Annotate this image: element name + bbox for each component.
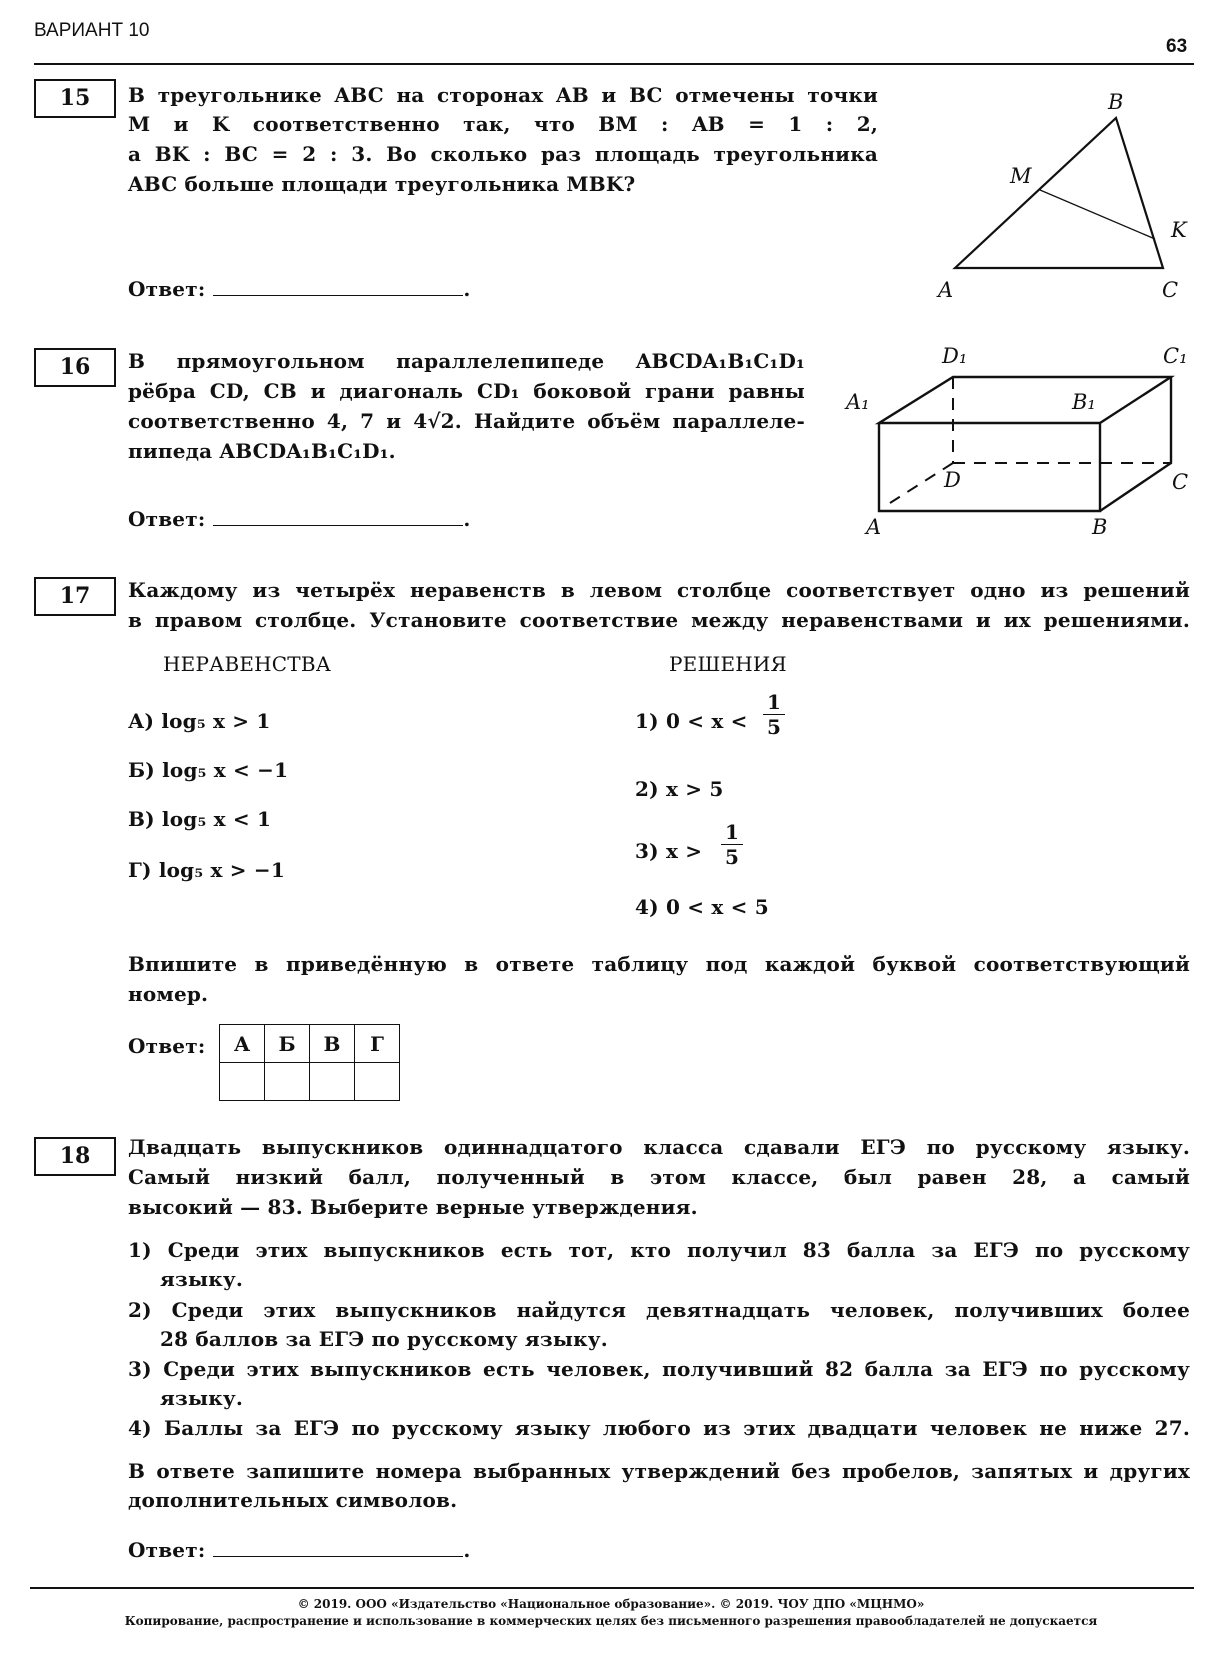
answer-cell[interactable] <box>310 1063 355 1101</box>
option-3-cont: языку. <box>160 1386 243 1410</box>
label-M: M <box>1010 164 1032 188</box>
task-number-15: 15 <box>34 79 116 118</box>
answer-label: Ответ: <box>128 1538 206 1562</box>
label-A: A <box>938 278 954 302</box>
answer-label: Ответ: <box>128 1034 206 1058</box>
q17-line: Каждому из четырёх неравенств в левом столбце соответствует одно из решений <box>128 578 1190 602</box>
label-C1: C₁ <box>1163 344 1188 368</box>
answer-cell[interactable] <box>220 1063 265 1101</box>
footer-rule <box>30 1587 1194 1589</box>
solution-3-fraction <box>721 820 743 869</box>
task-number-18: 18 <box>34 1137 116 1176</box>
q17-instruction: Впишите в приведённую в ответе таблицу под каждой буквой соответствующий <box>128 952 1190 976</box>
label-C: C <box>1172 470 1189 494</box>
q15-line: а BK : BC = 2 : 3. Во сколько раз площадь треугольника <box>128 142 878 166</box>
q18-answer: Ответ: . <box>128 1538 471 1562</box>
label-C: C <box>1162 278 1179 302</box>
q18-line: высокий — 83. Выберите верные утверждения. <box>128 1195 698 1219</box>
task-number-17: 17 <box>34 577 116 616</box>
q17-instruction: номер. <box>128 982 209 1006</box>
label-A1: A₁ <box>846 390 870 414</box>
numerator: 1 <box>721 820 743 845</box>
q16-line: В прямоугольном параллелепипеде ABCDA₁B₁C₁D₁ <box>128 349 805 373</box>
answer-label: Ответ: <box>128 507 206 531</box>
q17-line: в правом столбце. Установите соответствие между неравенствами и их решениями. <box>128 608 1190 632</box>
solutions-header: РЕШЕНИЯ <box>669 652 787 676</box>
q16-line: рёбра CD, CB и диагональ CD₁ боковой грани равны <box>128 379 805 403</box>
label-B1: B₁ <box>1072 390 1096 414</box>
solution-2: 2) x > 5 <box>635 777 724 801</box>
inequality-v: В) log₅ x < 1 <box>128 807 272 831</box>
answer-cell[interactable] <box>265 1063 310 1101</box>
answer-label: Ответ: <box>128 277 206 301</box>
q16-answer: Ответ: . <box>128 507 471 531</box>
answer-cell[interactable] <box>355 1063 400 1101</box>
solution-3: 3) x > <box>635 839 703 863</box>
answer-blank[interactable] <box>213 505 463 526</box>
inequality-a: А) log₅ x > 1 <box>128 709 271 733</box>
option-4: 4) Баллы за ЕГЭ по русскому языку любого из этих двадцати человек не ниже 27. <box>128 1416 1190 1440</box>
inequality-b: Б) log₅ x < −1 <box>128 758 289 782</box>
denominator: 5 <box>767 715 781 739</box>
page-number: 63 <box>1166 36 1188 57</box>
solution-4: 4) 0 < x < 5 <box>635 895 769 919</box>
footer-copyright: © 2019. ООО «Издательство «Национальное образование». © 2019. ЧОУ ДПО «МЦНМО» <box>297 1597 925 1611</box>
col-b: Б <box>265 1025 310 1063</box>
inequality-g: Г) log₅ x > −1 <box>128 858 285 882</box>
q18-line: Самый низкий балл, полученный в этом классе, был равен 28, а самый <box>128 1165 1190 1189</box>
q15-answer: Ответ: . <box>128 277 471 301</box>
option-3: 3) Среди этих выпускников есть человек, получивший 82 балла за ЕГЭ по русскому <box>128 1357 1190 1381</box>
col-g: Г <box>355 1025 400 1063</box>
label-A: A <box>866 515 882 539</box>
q15-line: M и K соответственно так, что BM : AB = 1 : 2, <box>128 112 878 136</box>
col-v: В <box>310 1025 355 1063</box>
q16-line: пипеда ABCDA₁B₁C₁D₁. <box>128 439 396 463</box>
answer-table <box>219 1024 400 1101</box>
q16-line: соответственно 4, 7 и 4√2. Найдите объём параллеле- <box>128 409 805 433</box>
option-1: 1) Среди этих выпускников есть тот, кто получил 83 балла за ЕГЭ по русскому <box>128 1238 1190 1262</box>
label-B: B <box>1108 90 1124 114</box>
parallelepiped-figure <box>879 377 1171 511</box>
label-B: B <box>1092 515 1108 539</box>
q15-line: ABC больше площади треугольника MBK? <box>128 172 636 196</box>
q15-line: В треугольнике ABC на сторонах AB и BC отмечены точки <box>128 83 878 107</box>
variant-header: ВАРИАНТ 10 <box>34 20 150 41</box>
q18-instruction: В ответе запишите номера выбранных утверждений без пробелов, запятых и других <box>128 1459 1190 1483</box>
label-K: K <box>1171 218 1187 242</box>
answer-blank[interactable] <box>213 1536 463 1557</box>
triangle-figure <box>955 118 1163 268</box>
q18-line: Двадцать выпускников одиннадцатого класса сдавали ЕГЭ по русскому языку. <box>128 1135 1190 1159</box>
numerator: 1 <box>763 690 785 715</box>
solution-1: 1) 0 < x < <box>635 709 748 733</box>
col-a: А <box>220 1025 265 1063</box>
option-2: 2) Среди этих выпускников найдутся девятнадцать человек, получивших более <box>128 1298 1190 1322</box>
label-D1: D₁ <box>942 344 968 368</box>
solution-1-fraction <box>763 690 785 739</box>
option-2-cont: 28 баллов за ЕГЭ по русскому языку. <box>160 1327 608 1351</box>
footer-notice: Копирование, распространение и использование в коммерческих целях без письменного разрешения правообладателей не допускается <box>124 1614 1098 1628</box>
task-number-16: 16 <box>34 348 116 387</box>
inequalities-header: НЕРАВЕНСТВА <box>163 652 332 676</box>
option-1-cont: языку. <box>160 1267 243 1291</box>
label-D: D <box>944 468 961 492</box>
denominator: 5 <box>725 845 739 869</box>
q18-instruction: дополнительных символов. <box>128 1488 458 1512</box>
